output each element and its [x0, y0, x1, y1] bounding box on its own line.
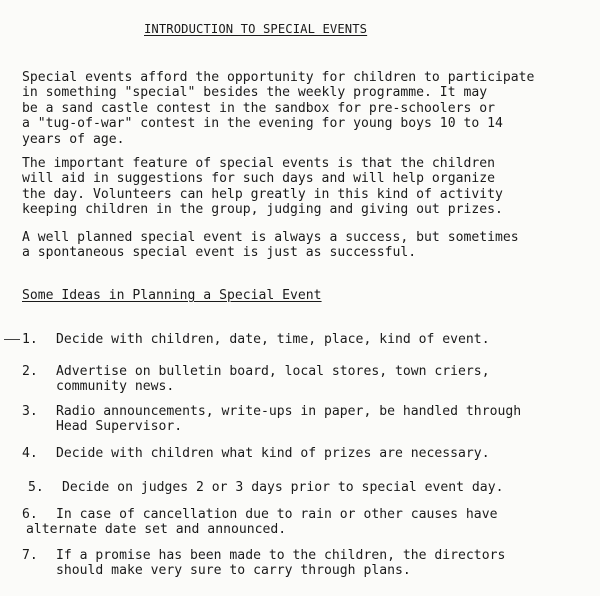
text-line: Decide with children, date, time, place, kind of event.: [56, 332, 490, 347]
item-number: 3.: [22, 404, 38, 419]
item-number: 1.: [22, 332, 38, 347]
text-line: the day. Volunteers can help greatly in this kind of activity: [22, 186, 503, 202]
text-line: will aid in suggestions for such days and will help organize: [22, 171, 495, 187]
text-line: A well planned special event is always a success, but sometimes: [22, 230, 519, 245]
section-heading: Some Ideas in Planning a Special Event: [22, 288, 322, 303]
text-line: Head Supervisor.: [56, 419, 183, 435]
text-line: be a sand castle contest in the sandbox for pre-schoolers or: [22, 100, 495, 116]
text-line: If a promise has been made to the children, the directors: [56, 548, 506, 563]
item-text: [56, 404, 521, 435]
item-number: 7.: [22, 548, 38, 563]
success-paragraph: [22, 230, 519, 261]
intro-paragraph: [22, 70, 534, 147]
text-line: a "tug-of-war" contest in the evening for young boys 10 to 14: [22, 116, 503, 132]
item-text: [56, 446, 490, 461]
text-line: Advertise on bulletin board, local stores, town criers,: [56, 364, 490, 379]
item-number: 2.: [22, 364, 38, 379]
feature-paragraph: [22, 156, 503, 218]
text-line: Decide on judges 2 or 3 days prior to special event day.: [62, 480, 504, 495]
item-number: 5.: [28, 480, 44, 495]
text-line: Special events afford the opportunity for children to participate: [22, 70, 535, 85]
text-line: Radio announcements, write-ups in paper, be handled through: [56, 404, 522, 419]
text-line: years of age.: [22, 131, 125, 147]
item-number: 4.: [22, 446, 38, 461]
margin-dash-mark: [4, 339, 20, 340]
item-text: [56, 548, 505, 579]
text-line: community news.: [56, 379, 175, 395]
text-line: a spontaneous special event is just as successful.: [22, 245, 417, 261]
item-text: [26, 507, 498, 538]
text-line: in something "special" besides the weekly programme. It may: [22, 85, 488, 101]
text-line: keeping children in the group, judging and giving out prizes.: [22, 202, 503, 218]
text-line: should make very sure to carry through plans.: [56, 563, 411, 579]
page-title: INTRODUCTION TO SPECIAL EVENTS: [144, 22, 368, 36]
item-number: 6.: [22, 507, 38, 522]
item-text: [56, 332, 490, 347]
text-line: In case of cancellation due to rain or other causes have: [56, 507, 498, 522]
text-line: Decide with children what kind of prizes are necessary.: [56, 446, 490, 461]
text-line: alternate date set and announced.: [26, 522, 287, 538]
item-text: [56, 364, 490, 395]
text-line: The important feature of special events is that the children: [22, 156, 495, 171]
item-text: [62, 480, 503, 495]
